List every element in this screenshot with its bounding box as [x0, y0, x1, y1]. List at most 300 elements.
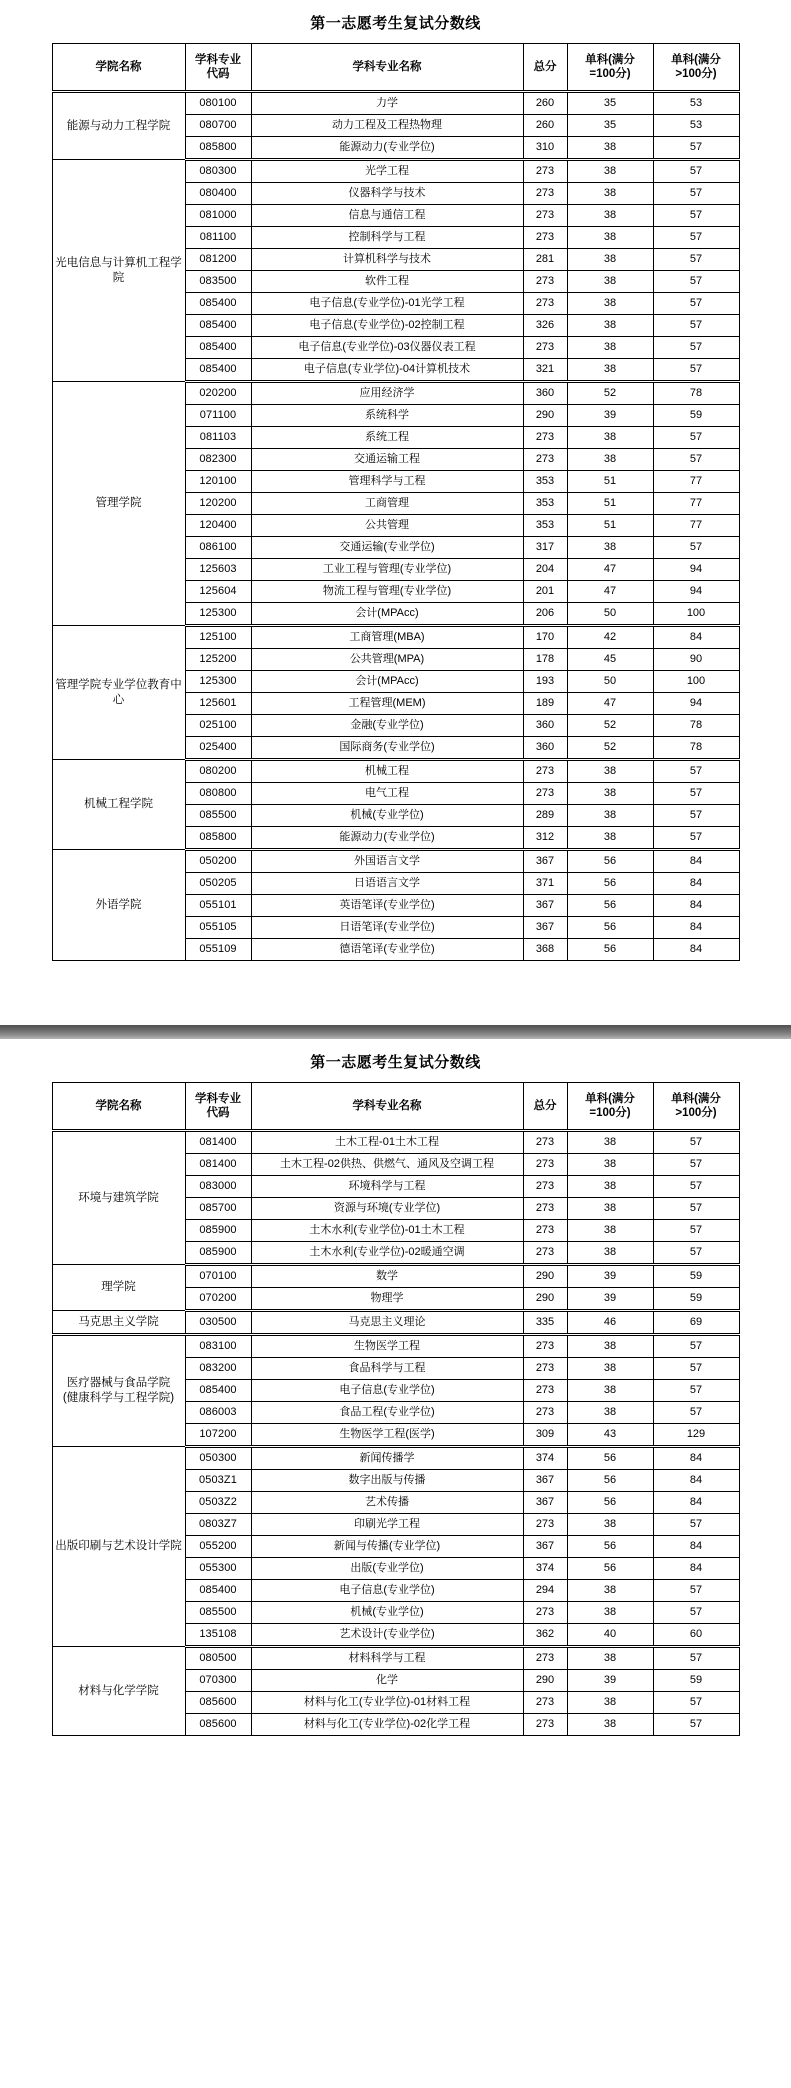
total-score-cell: 206 [523, 603, 567, 626]
header-row [52, 44, 739, 92]
major-name-cell: 公共管理(MPA) [251, 649, 523, 671]
major-code-cell: 050300 [185, 1447, 251, 1470]
major-name-cell: 食品工程(专业学位) [251, 1402, 523, 1424]
total-score-cell: 273 [523, 1242, 567, 1265]
total-score-cell: 273 [523, 1335, 567, 1358]
single-gt100-score-cell: 69 [653, 1311, 739, 1335]
single-gt100-score-cell: 78 [653, 715, 739, 737]
col-single-gt100 [653, 44, 739, 92]
major-code-cell: 070200 [185, 1288, 251, 1311]
col-total-score: 总分 [523, 1083, 567, 1131]
table-row [52, 92, 739, 115]
college-name-cell: 材料与化学学院 [52, 1647, 185, 1736]
single-gt100-score-cell: 57 [653, 249, 739, 271]
major-name-cell: 交通运输工程 [251, 449, 523, 471]
major-code-cell: 080100 [185, 92, 251, 115]
single-eq100-score-cell: 38 [567, 1580, 653, 1602]
major-name-cell: 机械(专业学位) [251, 805, 523, 827]
single-eq100-score-cell: 38 [567, 227, 653, 249]
single-gt100-score-cell: 60 [653, 1624, 739, 1647]
major-code-cell: 085400 [185, 1580, 251, 1602]
major-code-cell: 081400 [185, 1131, 251, 1154]
single-gt100-score-cell: 84 [653, 895, 739, 917]
table-header [52, 1083, 739, 1131]
single-eq100-score-cell: 56 [567, 939, 653, 961]
col-single-gt100-line2: >100分) [675, 1107, 717, 1119]
major-name-cell: 工商管理(MBA) [251, 626, 523, 649]
major-code-cell: 125601 [185, 693, 251, 715]
total-score-cell: 367 [523, 1470, 567, 1492]
single-gt100-score-cell: 94 [653, 581, 739, 603]
total-score-cell: 367 [523, 1492, 567, 1514]
major-code-cell: 135108 [185, 1624, 251, 1647]
total-score-cell: 290 [523, 1288, 567, 1311]
major-code-cell: 050205 [185, 873, 251, 895]
total-score-cell: 312 [523, 827, 567, 850]
single-eq100-score-cell: 51 [567, 493, 653, 515]
major-code-cell: 025100 [185, 715, 251, 737]
total-score-cell: 273 [523, 227, 567, 249]
page-bottom-space [0, 1736, 791, 1916]
single-gt100-score-cell: 57 [653, 783, 739, 805]
major-name-cell: 印刷光学工程 [251, 1514, 523, 1536]
major-name-cell: 土木水利(专业学位)-01土木工程 [251, 1220, 523, 1242]
major-name-cell: 电子信息(专业学位)-03仪器仪表工程 [251, 337, 523, 359]
major-name-cell: 机械(专业学位) [251, 1602, 523, 1624]
single-eq100-score-cell: 56 [567, 873, 653, 895]
total-score-cell: 189 [523, 693, 567, 715]
total-score-cell: 310 [523, 137, 567, 160]
single-eq100-score-cell: 38 [567, 449, 653, 471]
major-name-cell: 计算机科学与技术 [251, 249, 523, 271]
table-row [52, 1265, 739, 1288]
single-gt100-score-cell: 57 [653, 227, 739, 249]
single-eq100-score-cell: 47 [567, 693, 653, 715]
single-eq100-score-cell: 39 [567, 1670, 653, 1692]
single-eq100-score-cell: 39 [567, 1265, 653, 1288]
single-gt100-score-cell: 84 [653, 939, 739, 961]
single-gt100-score-cell: 77 [653, 471, 739, 493]
major-name-cell: 电子信息(专业学位) [251, 1380, 523, 1402]
single-gt100-score-cell: 100 [653, 603, 739, 626]
major-code-cell: 055105 [185, 917, 251, 939]
single-eq100-score-cell: 42 [567, 626, 653, 649]
single-eq100-score-cell: 47 [567, 559, 653, 581]
major-code-cell: 082300 [185, 449, 251, 471]
single-gt100-score-cell: 57 [653, 1335, 739, 1358]
major-code-cell: 120200 [185, 493, 251, 515]
single-eq100-score-cell: 38 [567, 205, 653, 227]
single-gt100-score-cell: 57 [653, 1402, 739, 1424]
total-score-cell: 273 [523, 293, 567, 315]
major-name-cell: 食品科学与工程 [251, 1358, 523, 1380]
major-name-cell: 软件工程 [251, 271, 523, 293]
major-code-cell: 125603 [185, 559, 251, 581]
major-name-cell: 德语笔译(专业学位) [251, 939, 523, 961]
single-gt100-score-cell: 59 [653, 1288, 739, 1311]
single-eq100-score-cell: 38 [567, 1692, 653, 1714]
total-score-cell: 326 [523, 315, 567, 337]
single-eq100-score-cell: 56 [567, 1447, 653, 1470]
col-code-line1: 学科专业 [195, 53, 241, 66]
major-code-cell: 080400 [185, 183, 251, 205]
col-major-name: 学科专业名称 [251, 1083, 523, 1131]
major-name-cell: 材料与化工(专业学位)-02化学工程 [251, 1714, 523, 1736]
major-code-cell: 0503Z1 [185, 1470, 251, 1492]
single-eq100-score-cell: 38 [567, 805, 653, 827]
major-code-cell: 085900 [185, 1242, 251, 1265]
major-name-cell: 出版(专业学位) [251, 1558, 523, 1580]
single-gt100-score-cell: 57 [653, 537, 739, 559]
single-gt100-score-cell: 84 [653, 1536, 739, 1558]
single-gt100-score-cell: 57 [653, 805, 739, 827]
major-name-cell: 电子信息(专业学位) [251, 1580, 523, 1602]
single-eq100-score-cell: 38 [567, 537, 653, 559]
total-score-cell: 290 [523, 405, 567, 427]
single-eq100-score-cell: 40 [567, 1624, 653, 1647]
col-code-line2: 代码 [206, 68, 230, 80]
total-score-cell: 260 [523, 115, 567, 137]
single-gt100-score-cell: 57 [653, 183, 739, 205]
major-name-cell: 管理科学与工程 [251, 471, 523, 493]
single-eq100-score-cell: 38 [567, 160, 653, 183]
total-score-cell: 374 [523, 1558, 567, 1580]
single-gt100-score-cell: 53 [653, 92, 739, 115]
single-eq100-score-cell: 51 [567, 471, 653, 493]
total-score-cell: 273 [523, 205, 567, 227]
total-score-cell: 273 [523, 1220, 567, 1242]
single-eq100-score-cell: 56 [567, 917, 653, 939]
major-name-cell: 环境科学与工程 [251, 1176, 523, 1198]
single-eq100-score-cell: 52 [567, 382, 653, 405]
major-code-cell: 081000 [185, 205, 251, 227]
single-eq100-score-cell: 38 [567, 1176, 653, 1198]
total-score-cell: 353 [523, 515, 567, 537]
single-gt100-score-cell: 57 [653, 1514, 739, 1536]
major-code-cell: 0803Z7 [185, 1514, 251, 1536]
single-eq100-score-cell: 39 [567, 405, 653, 427]
major-name-cell: 马克思主义理论 [251, 1311, 523, 1335]
major-code-cell: 0503Z2 [185, 1492, 251, 1514]
single-gt100-score-cell: 57 [653, 1242, 739, 1265]
single-gt100-score-cell: 57 [653, 271, 739, 293]
total-score-cell: 193 [523, 671, 567, 693]
single-gt100-score-cell: 94 [653, 559, 739, 581]
total-score-cell: 273 [523, 1714, 567, 1736]
total-score-cell: 273 [523, 183, 567, 205]
single-eq100-score-cell: 45 [567, 649, 653, 671]
major-name-cell: 生物医学工程 [251, 1335, 523, 1358]
single-eq100-score-cell: 38 [567, 315, 653, 337]
major-name-cell: 新闻传播学 [251, 1447, 523, 1470]
single-gt100-score-cell: 129 [653, 1424, 739, 1447]
single-gt100-score-cell: 90 [653, 649, 739, 671]
total-score-cell: 273 [523, 1176, 567, 1198]
total-score-cell: 309 [523, 1424, 567, 1447]
table-row [52, 1647, 739, 1670]
major-code-cell: 055109 [185, 939, 251, 961]
single-eq100-score-cell: 38 [567, 1714, 653, 1736]
major-name-cell: 日语语言文学 [251, 873, 523, 895]
single-eq100-score-cell: 38 [567, 359, 653, 382]
major-code-cell: 086100 [185, 537, 251, 559]
major-name-cell: 应用经济学 [251, 382, 523, 405]
major-code-cell: 025400 [185, 737, 251, 760]
total-score-cell: 290 [523, 1265, 567, 1288]
single-gt100-score-cell: 59 [653, 405, 739, 427]
major-code-cell: 085400 [185, 337, 251, 359]
major-code-cell: 085400 [185, 293, 251, 315]
header-row [52, 1083, 739, 1131]
single-gt100-score-cell: 57 [653, 137, 739, 160]
major-code-cell: 120400 [185, 515, 251, 537]
single-gt100-score-cell: 57 [653, 1692, 739, 1714]
single-gt100-score-cell: 84 [653, 626, 739, 649]
total-score-cell: 273 [523, 1647, 567, 1670]
single-eq100-score-cell: 38 [567, 760, 653, 783]
major-code-cell: 125300 [185, 603, 251, 626]
single-gt100-score-cell: 57 [653, 1380, 739, 1402]
col-college: 学院名称 [52, 44, 185, 92]
major-name-cell: 物理学 [251, 1288, 523, 1311]
major-name-cell: 工程管理(MEM) [251, 693, 523, 715]
single-gt100-score-cell: 57 [653, 1154, 739, 1176]
single-eq100-score-cell: 56 [567, 1492, 653, 1514]
single-eq100-score-cell: 38 [567, 1242, 653, 1265]
single-gt100-score-cell: 100 [653, 671, 739, 693]
score-section [0, 1039, 791, 1736]
total-score-cell: 273 [523, 427, 567, 449]
college-name-cell: 理学院 [52, 1265, 185, 1311]
page-separator-band [0, 1025, 791, 1039]
major-name-cell: 英语笔译(专业学位) [251, 895, 523, 917]
single-gt100-score-cell: 84 [653, 850, 739, 873]
single-gt100-score-cell: 57 [653, 1358, 739, 1380]
major-name-cell: 土木工程-01土木工程 [251, 1131, 523, 1154]
total-score-cell: 367 [523, 850, 567, 873]
major-name-cell: 生物医学工程(医学) [251, 1424, 523, 1447]
major-name-cell: 电气工程 [251, 783, 523, 805]
single-eq100-score-cell: 38 [567, 1358, 653, 1380]
total-score-cell: 368 [523, 939, 567, 961]
col-single-eq100-line2: =100分) [589, 68, 631, 80]
total-score-cell: 353 [523, 471, 567, 493]
single-gt100-score-cell: 84 [653, 873, 739, 895]
table-row [52, 160, 739, 183]
major-name-cell: 系统工程 [251, 427, 523, 449]
single-eq100-score-cell: 38 [567, 1380, 653, 1402]
table-body [52, 1131, 739, 1736]
table-row [52, 760, 739, 783]
major-code-cell: 070300 [185, 1670, 251, 1692]
total-score-cell: 362 [523, 1624, 567, 1647]
major-code-cell: 085600 [185, 1692, 251, 1714]
major-name-cell: 材料科学与工程 [251, 1647, 523, 1670]
major-code-cell: 086003 [185, 1402, 251, 1424]
major-name-cell: 信息与通信工程 [251, 205, 523, 227]
single-eq100-score-cell: 35 [567, 92, 653, 115]
college-name-cell: 外语学院 [52, 850, 185, 961]
major-code-cell: 081103 [185, 427, 251, 449]
table-row [52, 1131, 739, 1154]
col-single-gt100 [653, 1083, 739, 1131]
major-code-cell: 080300 [185, 160, 251, 183]
major-code-cell: 085800 [185, 137, 251, 160]
single-eq100-score-cell: 38 [567, 183, 653, 205]
table-body [52, 92, 739, 961]
major-code-cell: 085600 [185, 1714, 251, 1736]
single-gt100-score-cell: 57 [653, 1602, 739, 1624]
single-gt100-score-cell: 57 [653, 760, 739, 783]
single-gt100-score-cell: 57 [653, 337, 739, 359]
college-name-cell: 马克思主义学院 [52, 1311, 185, 1335]
score-table [52, 1082, 740, 1736]
single-gt100-score-cell: 84 [653, 917, 739, 939]
single-eq100-score-cell: 43 [567, 1424, 653, 1447]
single-eq100-score-cell: 38 [567, 783, 653, 805]
major-code-cell: 030500 [185, 1311, 251, 1335]
section-gap [0, 961, 791, 1025]
college-name-cell: 光电信息与计算机工程学院 [52, 160, 185, 382]
single-gt100-score-cell: 57 [653, 1580, 739, 1602]
major-name-cell: 力学 [251, 92, 523, 115]
major-code-cell: 080800 [185, 783, 251, 805]
single-eq100-score-cell: 47 [567, 581, 653, 603]
single-gt100-score-cell: 57 [653, 160, 739, 183]
single-eq100-score-cell: 38 [567, 1647, 653, 1670]
total-score-cell: 367 [523, 895, 567, 917]
college-name-cell: 管理学院 [52, 382, 185, 626]
single-eq100-score-cell: 38 [567, 1198, 653, 1220]
total-score-cell: 360 [523, 382, 567, 405]
major-code-cell: 081200 [185, 249, 251, 271]
major-name-cell: 控制科学与工程 [251, 227, 523, 249]
total-score-cell: 367 [523, 917, 567, 939]
major-name-cell: 土木工程-02供热、供燃气、通风及空调工程 [251, 1154, 523, 1176]
total-score-cell: 360 [523, 715, 567, 737]
page-title: 第一志愿考生复试分数线 [310, 1054, 481, 1071]
single-gt100-score-cell: 57 [653, 315, 739, 337]
total-score-cell: 273 [523, 1402, 567, 1424]
single-gt100-score-cell: 57 [653, 1176, 739, 1198]
total-score-cell: 273 [523, 1514, 567, 1536]
table-row [52, 626, 739, 649]
total-score-cell: 178 [523, 649, 567, 671]
major-code-cell: 071100 [185, 405, 251, 427]
table-row [52, 1335, 739, 1358]
col-major-name: 学科专业名称 [251, 44, 523, 92]
single-eq100-score-cell: 56 [567, 1470, 653, 1492]
single-eq100-score-cell: 38 [567, 427, 653, 449]
total-score-cell: 273 [523, 449, 567, 471]
col-single-eq100 [567, 44, 653, 92]
total-score-cell: 371 [523, 873, 567, 895]
total-score-cell: 321 [523, 359, 567, 382]
single-gt100-score-cell: 77 [653, 493, 739, 515]
total-score-cell: 260 [523, 92, 567, 115]
major-code-cell: 085400 [185, 359, 251, 382]
single-gt100-score-cell: 57 [653, 1131, 739, 1154]
major-code-cell: 080500 [185, 1647, 251, 1670]
major-name-cell: 日语笔译(专业学位) [251, 917, 523, 939]
major-code-cell: 085500 [185, 1602, 251, 1624]
major-code-cell: 050200 [185, 850, 251, 873]
single-eq100-score-cell: 35 [567, 115, 653, 137]
single-eq100-score-cell: 56 [567, 1558, 653, 1580]
major-code-cell: 080700 [185, 115, 251, 137]
col-single-eq100-line1: 单科(满分 [585, 1092, 635, 1105]
major-code-cell: 055200 [185, 1536, 251, 1558]
single-eq100-score-cell: 56 [567, 895, 653, 917]
major-name-cell: 系统科学 [251, 405, 523, 427]
college-name-cell: 环境与建筑学院 [52, 1131, 185, 1265]
single-gt100-score-cell: 84 [653, 1447, 739, 1470]
single-eq100-score-cell: 46 [567, 1311, 653, 1335]
total-score-cell: 273 [523, 271, 567, 293]
major-name-cell: 交通运输(专业学位) [251, 537, 523, 559]
col-single-eq100 [567, 1083, 653, 1131]
major-name-cell: 艺术传播 [251, 1492, 523, 1514]
table-row [52, 1311, 739, 1335]
major-code-cell: 125200 [185, 649, 251, 671]
major-code-cell: 085500 [185, 805, 251, 827]
major-code-cell: 081100 [185, 227, 251, 249]
total-score-cell: 273 [523, 1358, 567, 1380]
major-code-cell: 055101 [185, 895, 251, 917]
major-code-cell: 081400 [185, 1154, 251, 1176]
single-eq100-score-cell: 38 [567, 1220, 653, 1242]
major-name-cell: 国际商务(专业学位) [251, 737, 523, 760]
major-name-cell: 能源动力(专业学位) [251, 137, 523, 160]
table-row [52, 1447, 739, 1470]
single-eq100-score-cell: 38 [567, 249, 653, 271]
major-name-cell: 化学 [251, 1670, 523, 1692]
table-row [52, 382, 739, 405]
total-score-cell: 201 [523, 581, 567, 603]
major-name-cell: 会计(MPAcc) [251, 603, 523, 626]
score-section [0, 0, 791, 961]
col-code-line1: 学科专业 [195, 1092, 241, 1105]
major-name-cell: 工商管理 [251, 493, 523, 515]
single-eq100-score-cell: 38 [567, 1335, 653, 1358]
single-gt100-score-cell: 59 [653, 1265, 739, 1288]
major-code-cell: 120100 [185, 471, 251, 493]
total-score-cell: 353 [523, 493, 567, 515]
total-score-cell: 273 [523, 1154, 567, 1176]
major-code-cell: 125300 [185, 671, 251, 693]
major-name-cell: 仪器科学与技术 [251, 183, 523, 205]
single-eq100-score-cell: 52 [567, 737, 653, 760]
major-name-cell: 会计(MPAcc) [251, 671, 523, 693]
total-score-cell: 317 [523, 537, 567, 559]
single-eq100-score-cell: 38 [567, 271, 653, 293]
col-single-gt100-line2: >100分) [675, 68, 717, 80]
major-code-cell: 125604 [185, 581, 251, 603]
single-gt100-score-cell: 59 [653, 1670, 739, 1692]
col-single-gt100-line1: 单科(满分 [671, 1092, 721, 1105]
single-gt100-score-cell: 78 [653, 737, 739, 760]
total-score-cell: 273 [523, 1198, 567, 1220]
single-eq100-score-cell: 38 [567, 1131, 653, 1154]
major-name-cell: 土木水利(专业学位)-02暖通空调 [251, 1242, 523, 1265]
total-score-cell: 170 [523, 626, 567, 649]
major-code-cell: 083200 [185, 1358, 251, 1380]
major-name-cell: 金融(专业学位) [251, 715, 523, 737]
single-gt100-score-cell: 57 [653, 205, 739, 227]
major-code-cell: 107200 [185, 1424, 251, 1447]
total-score-cell: 281 [523, 249, 567, 271]
single-eq100-score-cell: 56 [567, 850, 653, 873]
